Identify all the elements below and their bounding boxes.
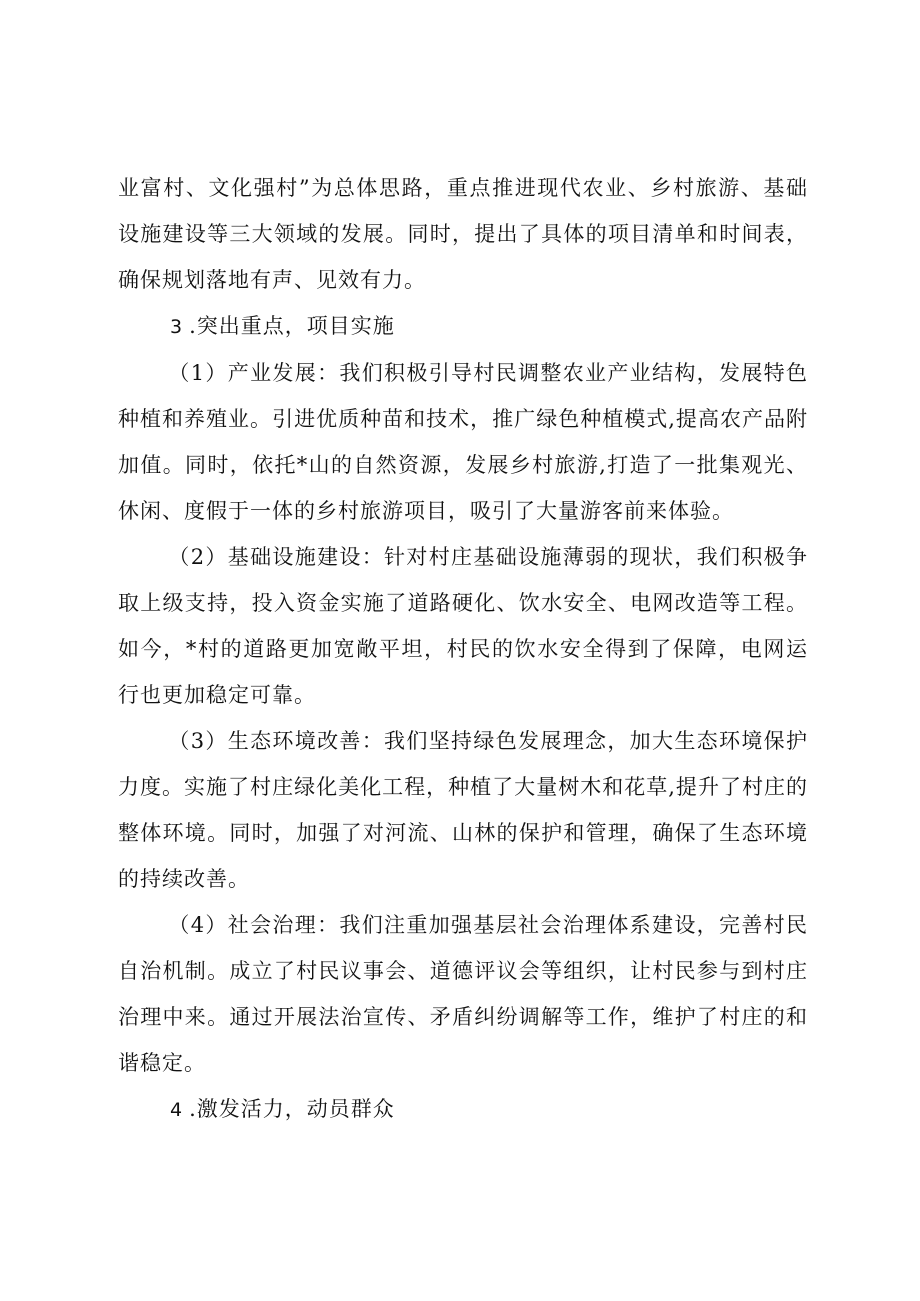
- section-title: .突出重点，项目实施: [189, 314, 395, 338]
- paragraph-governance: （4）社会治理：我们注重加强基层社会治理体系建设，完善村民自治机制。成立了村民议事会、道德评议会等组织，让村民参与到村庄治理中来。通过开展法治宣传、矛盾纠纷调解等工作，维护了村庄的和谐稳定。: [118, 913, 808, 1075]
- paragraph-infrastructure: （2）基础设施建设：针对村庄基础设施薄弱的现状，我们积极争取上级支持，投入资金实施了道路硬化、饮水安全、电网改造等工程。如今，*村的道路更加宽敞平坦，村民的饮水安全得到了保障，电网运行也更加稳定可靠。: [118, 545, 808, 707]
- section-number: 4: [170, 1099, 184, 1121]
- paragraph-industry: （1）产业发展：我们积极引导村民调整农业产业结构，发展特色种植和养殖业。引进优质种苗和技术，推广绿色种植模式,提高农产品附加值。同时，依托*山的自然资源，发展乡村旅游,打造了一批集观光、休闲、度假于一体的乡村旅游项目，吸引了大量游客前来体验。: [118, 361, 808, 523]
- paragraph-ecology: （3）生态环境改善：我们坚持绿色发展理念，加大生态环境保护力度。实施了村庄绿化美化工程，种植了大量树木和花草,提升了村庄的整体环境。同时，加强了对河流、山林的保护和管理，确保了生态环境的持续改善。: [118, 729, 808, 891]
- section-title: .激发活力，动员群众: [189, 1097, 395, 1121]
- section-heading-3: [118, 303, 808, 350]
- section-number: 3: [170, 316, 184, 338]
- section-heading-4: [118, 1086, 808, 1133]
- continuation-paragraph: 业富村、文化强村”为总体思路，重点推进现代农业、乡村旅游、基础设施建设等三大领域的发展。同时，提出了具体的项目清单和时间表，确保规划落地有声、见效有力。: [118, 176, 808, 292]
- document-body: [118, 165, 808, 1133]
